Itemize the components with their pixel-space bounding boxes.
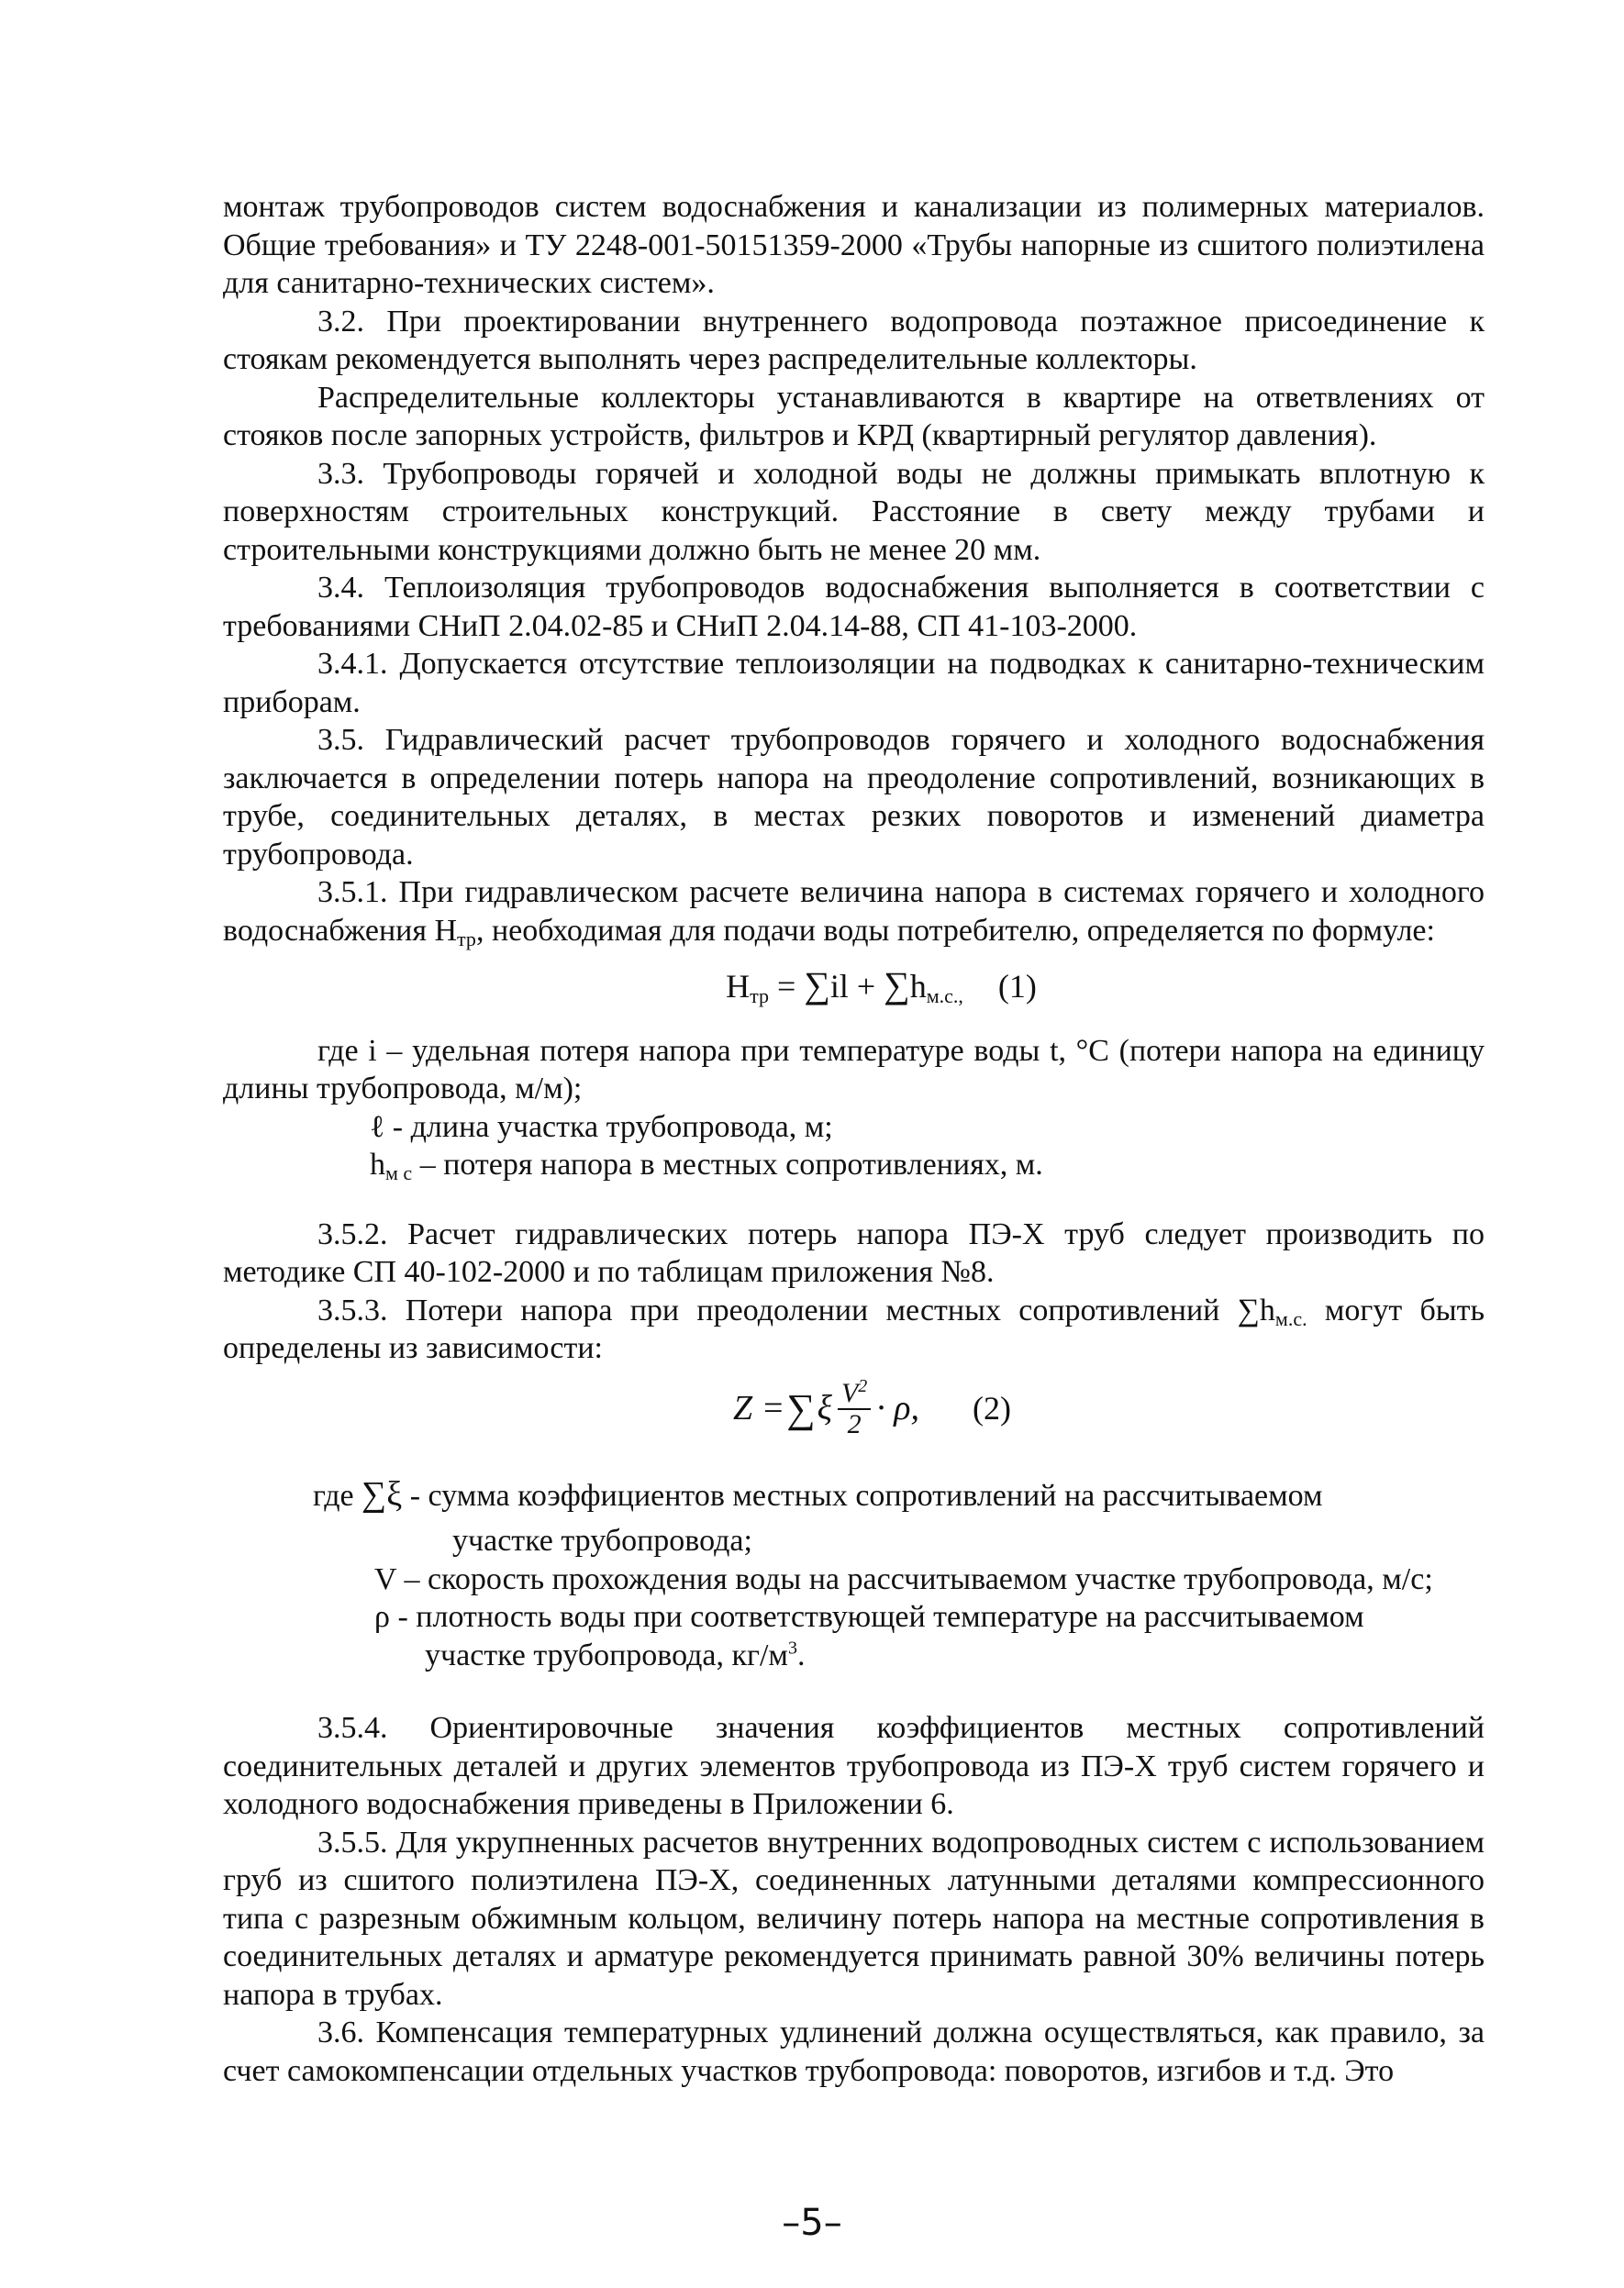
- definition-rho: ρ - плотность воды при соответствующей температуре на рассчитываемом: [374, 1600, 1364, 1634]
- definition-i: где i – удельная потеря напора при температуре воды t, °С (потери напора на единицу длины трубопровода, м/м);: [223, 1033, 1485, 1105]
- paragraph-3-5-5: 3.5.5. Для укрупненных расчетов внутренних водопроводных систем с использованием груб из сшитого полиэтилена ПЭ-Х, соединенных латунными деталями компрессионного типа с разрезным обжимным кольцом, величину потерь напора на местные сопротивления в соединительных деталях и арматуре рекомендуется принимать равной 30% величины потерь напора в трубах.: [223, 1825, 1485, 2012]
- paragraph-3-3: 3.3. Трубопроводы горячей и холодной воды не должны примыкать вплотную к поверхностям строительных конструкций. Расстояние в свету между трубами и строительными конструкциями должно быть не менее 20 мм.: [223, 456, 1485, 567]
- definition-rho-cont: участке трубопровода, $кг/м^3$.: [425, 1638, 806, 1672]
- formula-1-number: (1): [997, 968, 1037, 1005]
- paragraph-3-4-1: 3.4.1. Допускается отсутствие теплоизоляции на подводках к санитарно-техническим приборам.: [223, 647, 1485, 719]
- formula-2: Z = ∑ ξ $\frac{V^2}{2}$ · ρ, (2): [733, 1375, 1011, 1439]
- paragraph-3-5-3: 3.5.3. Потери напора при преодолении местных сопротивлений $\sum h_{м.с.}$ могут быть определены из зависимости:: [223, 1293, 1485, 1365]
- paragraph-3-6: 3.6. Компенсация температурных удлинений должна осуществляться, как правило, за счет самокомпенсации отдельных участков трубопровода: поворотов, изгибов и т.д. Это: [223, 2016, 1485, 2088]
- definition-v: V – скорость прохождения воды на рассчитываемом участке трубопровода, м/с;: [374, 1561, 1433, 1596]
- paragraph-3-5-1: 3.5.1. При гидравлическом расчете величина напора в системах горячего и холодного водоснабжения $H_{тр}$, необходимая для подачи воды потребителю, определяется по формуле:: [223, 875, 1485, 950]
- definition-sum-xi: где ∑ξ - сумма коэффициентов местных сопротивлений на рассчитываемом: [313, 1474, 1323, 1514]
- paragraph-3-2: 3.2. При проектировании внутреннего водопровода поэтажное присоединение к стоякам рекомендуется выполнять через распределительные коллекторы.: [223, 304, 1485, 376]
- definition-sum-xi-cont: участке трубопровода;: [452, 1524, 752, 1558]
- paragraph-3-5-2: 3.5.2. Расчет гидравлических потерь напора ПЭ-Х труб следует производить по методике СП 40-102-2000 и по таблицам приложения №8.: [223, 1216, 1485, 1289]
- page-number: –5–: [782, 2202, 842, 2244]
- paragraph-3-2-collectors: Распределительные коллекторы устанавливаются в квартире на ответвлениях от стояков после запорных устройств, фильтров и КРД (квартирный регулятор давления).: [223, 380, 1485, 452]
- definition-h: $h_{м с}$ – потеря напора в местных сопротивлениях, м.: [370, 1148, 1043, 1184]
- paragraph-3-5: 3.5. Гидравлический расчет трубопроводов горячего и холодного водоснабжения заключается в определении потерь напора на преодоление сопротивлений, возникающих в трубе, соединительных деталях, в местах резких поворотов и изменений диаметра трубопровода.: [223, 723, 1485, 872]
- paragraph-3-4: 3.4. Теплоизоляция трубопроводов водоснабжения выполняется в соответствии с требованиями СНиП 2.04.02-85 и СНиП 2.04.14-88, СП 41-103-2000.: [223, 571, 1485, 643]
- formula-1: $H_{тр} = \sum il + \sum h_{м.с.,}$ (1): [726, 964, 1037, 1007]
- formula-2-fraction: $\frac{V^2}{2}$: [838, 1379, 871, 1439]
- paragraph-continuation: монтаж трубопроводов систем водоснабжения и канализации из полимерных материалов. Общие требования» и ТУ 2248-001-50151359-2000 «Трубы напорные из сшитого полиэтилена для санитарно-технических систем».: [223, 190, 1485, 300]
- document-page: [223, 188, 1485, 2090]
- definition-l: ℓ - длина участка трубопровода, м;: [370, 1109, 833, 1144]
- paragraph-3-5-4: 3.5.4. Ориентировочные значения коэффициентов местных сопротивлений соединительных деталей и других элементов трубопровода из ПЭ-Х труб систем горячего и холодного водоснабжения приведены в Приложении 6.: [223, 1711, 1485, 1821]
- formula-2-number: (2): [973, 1389, 1011, 1427]
